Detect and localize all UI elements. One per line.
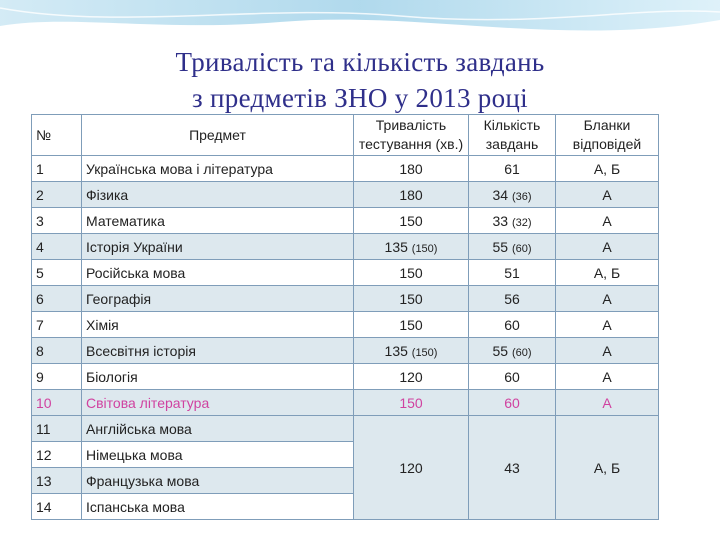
row-tasks: 34 xyxy=(492,186,509,203)
exam-table xyxy=(31,114,659,520)
row-number: 6 xyxy=(32,286,82,312)
row-duration: 150 xyxy=(399,316,423,333)
row-number: 9 xyxy=(32,364,82,390)
row-duration: 150 xyxy=(399,264,423,281)
row-subject: Французька мова xyxy=(82,468,354,494)
row-tasks-note: (60) xyxy=(511,242,532,255)
header-forms xyxy=(556,115,659,156)
table-row xyxy=(32,364,659,390)
row-subject: Українська мова і література xyxy=(82,156,354,182)
table-row xyxy=(32,416,659,442)
header-duration xyxy=(354,115,469,156)
row-number: 10 xyxy=(32,390,82,416)
row-subject: Історія України xyxy=(82,234,354,260)
header-row xyxy=(32,115,659,156)
header-tasks xyxy=(469,115,556,156)
row-duration-cell xyxy=(354,364,469,390)
row-tasks: 56 xyxy=(504,290,520,307)
table-row xyxy=(32,234,659,260)
row-tasks: 33 xyxy=(492,212,509,229)
row-forms: А xyxy=(556,364,659,390)
row-subject: Світова література xyxy=(82,390,354,416)
row-number: 2 xyxy=(32,182,82,208)
row-tasks-cell xyxy=(469,260,556,286)
row-subject: Хімія xyxy=(82,312,354,338)
row-tasks-cell xyxy=(469,286,556,312)
language-group-forms: А, Б xyxy=(556,416,659,520)
header-tasks-line2: завдань xyxy=(485,136,539,152)
row-number: 3 xyxy=(32,208,82,234)
row-tasks: 55 xyxy=(492,342,509,359)
row-tasks-note: (36) xyxy=(511,190,532,203)
title-line-1: Тривалість та кількість завдань xyxy=(175,47,545,77)
row-duration-cell xyxy=(354,260,469,286)
table-row xyxy=(32,182,659,208)
header-number: № xyxy=(32,115,82,156)
row-tasks: 60 xyxy=(504,394,520,411)
title-line-2: з предметів ЗНО у 2013 році xyxy=(192,83,528,113)
table-row xyxy=(32,312,659,338)
header-duration-line2: тестування (хв.) xyxy=(358,136,464,152)
row-duration-cell xyxy=(354,234,469,260)
row-duration-cell xyxy=(354,208,469,234)
language-group-tasks: 43 xyxy=(469,416,556,520)
row-duration-cell xyxy=(354,286,469,312)
row-forms: А xyxy=(556,234,659,260)
row-tasks-cell xyxy=(469,182,556,208)
row-number: 5 xyxy=(32,260,82,286)
row-duration: 180 xyxy=(399,160,423,177)
row-subject: Біологія xyxy=(82,364,354,390)
row-number: 13 xyxy=(32,468,82,494)
row-tasks-cell xyxy=(469,208,556,234)
row-duration: 150 xyxy=(399,394,423,411)
row-subject: Німецька мова xyxy=(82,442,354,468)
language-group-duration: 120 xyxy=(354,416,469,520)
row-number: 14 xyxy=(32,494,82,520)
row-subject: Іспанська мова xyxy=(82,494,354,520)
table-row xyxy=(32,156,659,182)
row-subject: Фізика xyxy=(82,182,354,208)
row-forms: А xyxy=(556,390,659,416)
row-forms: А xyxy=(556,208,659,234)
row-tasks: 61 xyxy=(504,160,520,177)
row-number: 1 xyxy=(32,156,82,182)
table-row xyxy=(32,390,659,416)
row-number: 11 xyxy=(32,416,82,442)
row-forms: А, Б xyxy=(556,156,659,182)
row-tasks-cell xyxy=(469,390,556,416)
header-forms-line1: Бланки xyxy=(583,117,631,133)
row-tasks: 60 xyxy=(504,368,520,385)
row-forms: А xyxy=(556,338,659,364)
header-forms-line2: відповідей xyxy=(572,136,642,152)
row-tasks: 55 xyxy=(492,238,509,255)
row-duration-cell xyxy=(354,312,469,338)
row-duration-note: (150) xyxy=(411,346,438,359)
slide-title xyxy=(60,44,660,116)
row-forms: А xyxy=(556,286,659,312)
row-forms: А xyxy=(556,312,659,338)
row-number: 12 xyxy=(32,442,82,468)
row-tasks-cell xyxy=(469,364,556,390)
row-duration: 150 xyxy=(399,212,423,229)
table-row xyxy=(32,260,659,286)
row-duration: 135 xyxy=(384,238,408,255)
table-row xyxy=(32,286,659,312)
row-subject: Англійська мова xyxy=(82,416,354,442)
header-tasks-line1: Кількість xyxy=(483,117,541,133)
row-duration-cell xyxy=(354,390,469,416)
row-number: 7 xyxy=(32,312,82,338)
header-duration-line1: Тривалість xyxy=(375,117,447,133)
row-duration: 135 xyxy=(384,342,408,359)
row-tasks: 60 xyxy=(504,316,520,333)
row-duration-cell xyxy=(354,338,469,364)
row-subject: Математика xyxy=(82,208,354,234)
row-forms: А xyxy=(556,182,659,208)
row-duration: 120 xyxy=(399,368,423,385)
row-number: 4 xyxy=(32,234,82,260)
row-duration: 180 xyxy=(399,186,423,203)
row-tasks-cell xyxy=(469,312,556,338)
row-tasks-cell xyxy=(469,338,556,364)
table-row xyxy=(32,208,659,234)
row-forms: А, Б xyxy=(556,260,659,286)
row-tasks-cell xyxy=(469,234,556,260)
table-row xyxy=(32,338,659,364)
header-subject: Предмет xyxy=(82,115,354,156)
row-duration-cell xyxy=(354,182,469,208)
row-subject: Географія xyxy=(82,286,354,312)
row-tasks-note: (32) xyxy=(511,216,532,229)
row-number: 8 xyxy=(32,338,82,364)
row-tasks-cell xyxy=(469,156,556,182)
row-tasks-note: (60) xyxy=(511,346,532,359)
row-subject: Російська мова xyxy=(82,260,354,286)
row-tasks: 51 xyxy=(504,264,520,281)
row-duration-note: (150) xyxy=(411,242,438,255)
row-duration: 150 xyxy=(399,290,423,307)
row-subject: Всесвітня історія xyxy=(82,338,354,364)
row-duration-cell xyxy=(354,156,469,182)
